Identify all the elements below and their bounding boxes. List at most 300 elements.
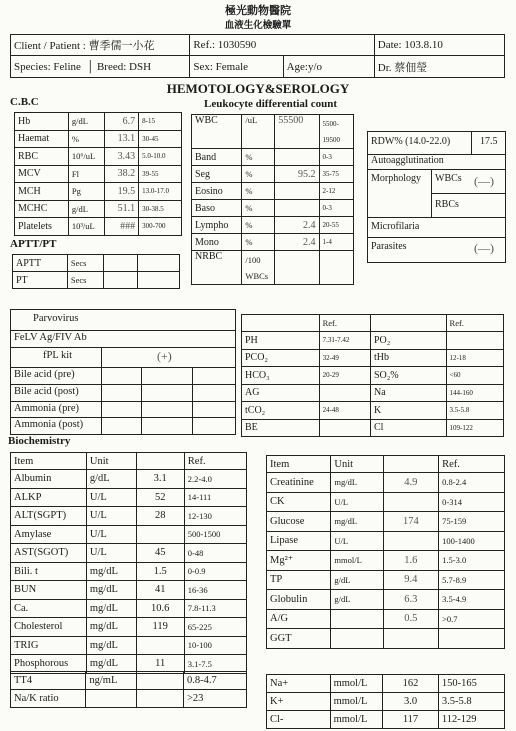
form-title: 血液生化檢驗單 xyxy=(224,20,292,31)
bl-test-name: TRIG xyxy=(11,636,87,655)
section-title: HEMOTOLOGY&SEROLOGY xyxy=(166,81,350,96)
tt4-row xyxy=(11,672,247,690)
cbc-test-name: MCV xyxy=(15,165,69,183)
electrolyte-row xyxy=(267,711,505,729)
bile-post-label: Bile acid (post) xyxy=(14,386,79,397)
biochem-right-row xyxy=(267,629,505,649)
date-value: 103.8.10 xyxy=(404,39,443,51)
el-unit: mmol/L xyxy=(330,675,383,693)
hospital-name: 極光動物醫院 xyxy=(225,4,291,17)
cbc-title: C.B.C xyxy=(10,96,39,108)
biochem-left-row xyxy=(11,525,247,544)
br-value: 9.4 xyxy=(383,570,439,590)
rdw-label: RDW% (14.0-22.0) xyxy=(371,136,451,147)
bl-ref: 2.2-4.0 xyxy=(184,470,246,489)
dr-cell xyxy=(374,56,504,78)
el-ref: 112-129 xyxy=(438,711,504,729)
bloodgas-ref2: 109-122 xyxy=(446,419,503,437)
br-unit: mg/dL xyxy=(331,512,383,532)
bl-ref: 0-0.9 xyxy=(184,562,246,581)
dr-label: Dr. xyxy=(377,61,392,74)
species-value: Feline xyxy=(53,60,81,73)
cbc-row xyxy=(15,165,182,183)
wbc-ref-2: 19500 xyxy=(322,135,341,144)
bl-unit: U/L xyxy=(86,544,136,563)
bl-unit: mg/dL xyxy=(86,636,136,655)
br-unit: mmol/L xyxy=(331,551,383,571)
age-cell xyxy=(283,56,374,78)
client-label: Client / Patient : xyxy=(14,40,86,52)
wbc-diff-unit: % xyxy=(242,217,275,234)
wbc-diff-row xyxy=(192,183,354,200)
bile-pre-label: Bile acid (pre) xyxy=(14,369,75,380)
biochem-right-row xyxy=(267,512,505,532)
br-ref: 0-314 xyxy=(439,492,505,512)
br-ref: 0.8-2.4 xyxy=(439,473,505,493)
bloodgas-ref: 20-29 xyxy=(319,367,370,385)
morph-label: Morphology xyxy=(371,173,421,184)
bl-unit: mg/dL xyxy=(86,581,136,600)
bloodgas-header-ref: Ref. xyxy=(319,315,370,332)
br-ref: >0.7 xyxy=(439,609,505,629)
biochem-left-row xyxy=(11,599,247,618)
br-unit xyxy=(331,629,383,649)
age-label: Age: xyxy=(286,60,308,73)
cbc-unit: g/dL xyxy=(68,200,104,218)
bloodgas-name: HCO₃ xyxy=(242,367,320,385)
micro-row xyxy=(368,217,505,238)
bl-unit: U/L xyxy=(86,507,136,526)
br-header-item: Item xyxy=(267,456,331,473)
bloodgas-ref2 xyxy=(446,332,503,350)
bloodgas-name: BE xyxy=(242,419,320,437)
br-value xyxy=(383,531,439,551)
br-unit: mg/dL xyxy=(331,473,383,493)
aptt-test-name: APTT xyxy=(13,255,68,272)
wbc-diff-name: Band xyxy=(192,149,242,166)
tt4-ref: 0.8-4.7 xyxy=(183,672,246,690)
bloodgas-name: AG xyxy=(242,384,320,402)
bl-value: 1.5 xyxy=(136,562,184,581)
cbc-table xyxy=(14,112,182,236)
bloodgas-row xyxy=(242,402,504,420)
wbc-diff-row xyxy=(192,149,354,166)
bl-ref: 16-36 xyxy=(184,581,246,600)
br-header-value xyxy=(383,456,439,473)
auto-row xyxy=(368,154,505,170)
bloodgas-name2: PO₂ xyxy=(370,332,446,350)
biochem-right-row xyxy=(267,570,505,590)
species-cell: Species: Feline │ Breed: DSH xyxy=(11,56,190,78)
cbc-unit: Fl xyxy=(68,165,104,183)
bloodgas-ref: 24-48 xyxy=(319,402,370,420)
bl-test-name: ALT(SGPT) xyxy=(11,507,87,526)
br-value: 174 xyxy=(383,512,439,532)
rdw-row xyxy=(368,132,505,155)
nrbc-row xyxy=(192,251,354,285)
nrbc-name: NRBC xyxy=(192,251,242,285)
bl-unit: U/L xyxy=(86,525,136,544)
fpl-label: fPL kit xyxy=(43,350,73,361)
br-test-name: CK xyxy=(267,492,331,512)
wbcs-value: (—) xyxy=(474,174,494,188)
biochem-left-row xyxy=(11,488,247,507)
br-test-name: Creatinine xyxy=(267,473,331,493)
rbcs-label: RBCs xyxy=(435,199,459,210)
cbc-test-name: Platelets xyxy=(15,218,69,236)
client-cell xyxy=(11,35,190,56)
biochem-right-table xyxy=(266,455,505,649)
el-name: Cl- xyxy=(267,711,331,729)
date-cell xyxy=(374,35,504,56)
biochem-right-row xyxy=(267,551,505,571)
br-ref: 75-159 xyxy=(439,512,505,532)
br-test-name: TP xyxy=(267,570,331,590)
br-ref xyxy=(439,629,505,649)
bloodgas-ref2: 144-160 xyxy=(446,384,503,402)
bloodgas-header-name xyxy=(242,315,320,332)
wbc-diff-ref: 20-55 xyxy=(319,217,353,234)
para-label: Parasites xyxy=(371,241,407,252)
auto-label: Autoagglutination xyxy=(371,155,444,166)
cbc-ref: 5.0-10.0 xyxy=(139,148,182,166)
nrbc-unit-1: /100 xyxy=(245,254,261,265)
aptt-title: APTT/PT xyxy=(10,238,57,250)
br-unit xyxy=(331,609,383,629)
aptt-value xyxy=(103,272,137,289)
el-name: K+ xyxy=(267,693,331,711)
amm-pre-label: Ammonia (pre) xyxy=(14,403,80,414)
biochem-right-header xyxy=(267,456,505,473)
biochem-left-table xyxy=(10,452,247,674)
cbc-value: 3.43 xyxy=(104,148,139,166)
bl-header-item: Item xyxy=(11,453,87,470)
wbc-table xyxy=(191,114,354,285)
el-ref: 3.5-5.8 xyxy=(438,693,504,711)
bl-test-name: BUN xyxy=(11,581,87,600)
tt4-unit xyxy=(86,690,137,708)
tt4-table xyxy=(10,671,247,708)
br-test-name: GGT xyxy=(267,629,331,649)
biochem-left-row xyxy=(11,507,247,526)
cbc-value: 19.5 xyxy=(104,183,139,201)
bl-ref: 14-111 xyxy=(184,488,246,507)
bloodgas-name: PCO₂ xyxy=(242,349,320,367)
br-unit: g/dL xyxy=(331,570,383,590)
bloodgas-row xyxy=(242,419,504,437)
wbc-value: 55500 xyxy=(275,115,319,149)
cbc-ref: 39-55 xyxy=(139,165,182,183)
bl-value: 11 xyxy=(136,655,184,674)
sex-label: Sex: xyxy=(193,60,213,73)
bl-test-name: ALKP xyxy=(11,488,87,507)
br-value: 1.6 xyxy=(383,551,439,571)
bl-unit: U/L xyxy=(86,488,136,507)
wbc-diff-ref: 1-4 xyxy=(319,234,353,251)
bl-value: 119 xyxy=(136,618,184,637)
bloodgas-ref2: 3.5-5.8 xyxy=(446,402,503,420)
date-label: Date: xyxy=(377,39,402,51)
br-ref: 3.5-4.9 xyxy=(439,590,505,610)
bloodgas-ref: 32-49 xyxy=(319,349,370,367)
tt4-name: TT4 xyxy=(11,672,86,690)
bloodgas-name2: SO₂% xyxy=(370,367,446,385)
br-unit: U/L xyxy=(331,531,383,551)
br-test-name: Mg²⁺ xyxy=(267,551,331,571)
wbc-diff-name: Lympho xyxy=(192,217,242,234)
cbc-value: 13.1 xyxy=(104,130,139,148)
cbc-unit: % xyxy=(68,130,104,148)
wbc-diff-ref: 0-3 xyxy=(319,200,353,217)
bloodgas-ref2: 12-18 xyxy=(446,349,503,367)
aptt-test-name: PT xyxy=(13,272,68,289)
cbc-value: ### xyxy=(104,218,139,236)
sex-cell xyxy=(190,56,283,78)
parvo-label: Parvovirus xyxy=(33,313,79,324)
tt4-ref: >23 xyxy=(183,690,246,708)
ref-cell xyxy=(190,35,374,56)
wbc-diff-row xyxy=(192,166,354,183)
bl-test-name: Albumin xyxy=(11,470,87,489)
aptt-unit: Secs xyxy=(67,272,103,289)
ref-value: 1030590 xyxy=(217,39,257,51)
wbc-ref-1: 5500- xyxy=(322,119,339,128)
br-value: 6.3 xyxy=(383,590,439,610)
bl-unit: mg/dL xyxy=(86,655,136,674)
bl-ref: 65-225 xyxy=(184,618,246,637)
wbc-title: Leukocyte differential count xyxy=(204,98,338,110)
aptt-unit: Secs xyxy=(67,255,103,272)
bl-ref: 10-100 xyxy=(184,636,246,655)
wbc-diff-value xyxy=(275,149,319,166)
aptt-row xyxy=(13,255,180,272)
br-ref: 5.7-8.9 xyxy=(439,570,505,590)
wbc-diff-value xyxy=(275,183,319,200)
patient-info-table xyxy=(10,34,505,78)
wbc-diff-ref: 0-3 xyxy=(319,149,353,166)
biochem-left-header xyxy=(11,453,247,470)
nrbc-value xyxy=(275,251,319,285)
bloodgas-row xyxy=(242,384,504,402)
nrbc-unit-2: WBCs xyxy=(245,270,269,281)
bloodgas-header-row xyxy=(242,315,504,332)
biochem-left-row xyxy=(11,470,247,489)
aptt-value xyxy=(103,255,137,272)
species-label: Species: xyxy=(14,60,51,73)
dr-value: 蔡佃瑩 xyxy=(394,61,428,74)
bl-unit: g/dL xyxy=(86,470,136,489)
cbc-row xyxy=(15,218,182,236)
wbc-unit: /uL xyxy=(242,115,275,149)
cbc-test-name: RBC xyxy=(15,148,69,166)
micro-label: Microfilaria xyxy=(371,221,420,232)
cbc-unit: Pg xyxy=(68,183,104,201)
client-value: 曹季儒一小花 xyxy=(88,40,155,52)
bl-value: 28 xyxy=(136,507,184,526)
bl-unit: mg/dL xyxy=(86,562,136,581)
cbc-test-name: Haemat xyxy=(15,130,69,148)
electrolyte-row xyxy=(267,675,505,693)
el-unit: mmol/L xyxy=(330,711,383,729)
bloodgas-name2: K xyxy=(370,402,446,420)
bloodgas-row xyxy=(242,349,504,367)
bl-test-name: Cholesterol xyxy=(11,618,87,637)
cbc-test-name: MCH xyxy=(15,183,69,201)
wbc-diff-ref: 2-12 xyxy=(319,183,353,200)
bl-test-name: Amylase xyxy=(11,525,87,544)
biochem-right-row xyxy=(267,590,505,610)
cbc-ref: 13.0-17.0 xyxy=(139,183,182,201)
wbc-diff-value xyxy=(275,200,319,217)
bl-header-ref: Ref. xyxy=(184,453,246,470)
biochem-right-row xyxy=(267,609,505,629)
wbc-diff-name: Eosino xyxy=(192,183,242,200)
sex-value: Female xyxy=(215,60,249,73)
cbc-unit: 10³/uL xyxy=(68,218,104,236)
cbc-ref: 8-15 xyxy=(139,113,182,131)
bloodgas-ref xyxy=(319,384,370,402)
cbc-value: 38.2 xyxy=(104,165,139,183)
bl-ref: 3.1-7.5 xyxy=(184,655,246,674)
bloodgas-name2: tHb xyxy=(370,349,446,367)
serology-box xyxy=(10,309,236,435)
bl-value xyxy=(136,525,184,544)
rdw-value: 17.5 xyxy=(480,136,498,147)
wbc-diff-value: 2.4 xyxy=(275,217,319,234)
aptt-ref xyxy=(138,272,180,289)
tt4-value xyxy=(137,690,184,708)
parasites-row xyxy=(368,237,505,262)
biochem-right-row xyxy=(267,531,505,551)
morphology-row xyxy=(368,169,505,218)
wbc-ref xyxy=(319,115,353,149)
br-value xyxy=(383,492,439,512)
br-test-name: Glucose xyxy=(267,512,331,532)
tt4-value xyxy=(137,672,184,690)
bl-test-name: Ca. xyxy=(11,599,87,618)
cbc-unit: g/dL xyxy=(68,113,104,131)
bl-test-name: AST(SGOT) xyxy=(11,544,87,563)
tt4-name: Na/K ratio xyxy=(11,690,86,708)
br-header-unit: Unit xyxy=(331,456,383,473)
nrbc-unit xyxy=(242,251,275,285)
cbc-row xyxy=(15,200,182,218)
bl-header-unit: Unit xyxy=(86,453,136,470)
el-value: 117 xyxy=(383,711,439,729)
cbc-row xyxy=(15,113,182,131)
age-value: y/o xyxy=(307,60,323,73)
bloodgas-table xyxy=(241,314,504,437)
el-value: 3.0 xyxy=(383,693,439,711)
ref-label: Ref.: xyxy=(193,39,216,51)
wbc-diff-value: 2.4 xyxy=(275,234,319,251)
wbc-diff-row xyxy=(192,217,354,234)
breed-label: Breed: xyxy=(96,60,127,73)
br-test-name: Globulin xyxy=(267,590,331,610)
br-unit: g/dL xyxy=(331,590,383,610)
morphology-box xyxy=(367,131,506,263)
felv-label: FeLV Ag/FIV Ab xyxy=(14,332,87,343)
br-ref: 100-1400 xyxy=(439,531,505,551)
wbc-diff-name: Seg xyxy=(192,166,242,183)
tt4-row xyxy=(11,690,247,708)
cbc-row xyxy=(15,130,182,148)
br-value xyxy=(383,629,439,649)
electrolyte-table xyxy=(266,674,505,729)
cbc-unit: 10⁶/uL xyxy=(68,148,104,166)
el-ref: 150-165 xyxy=(438,675,504,693)
fpl-value: (+) xyxy=(157,349,172,363)
wbc-diff-ref: 35-75 xyxy=(319,166,353,183)
bl-header-value xyxy=(136,453,184,470)
br-test-name: Lipase xyxy=(267,531,331,551)
aptt-table xyxy=(12,254,180,289)
bl-value xyxy=(136,636,184,655)
nrbc-ref xyxy=(319,251,353,285)
breed-value: DSH xyxy=(129,60,152,73)
br-value: 4.9 xyxy=(383,473,439,493)
tt4-unit: ng/mL xyxy=(86,672,137,690)
aptt-ref xyxy=(138,255,180,272)
br-value: 0.5 xyxy=(383,609,439,629)
biochem-left-row xyxy=(11,544,247,563)
bl-unit: mg/dL xyxy=(86,599,136,618)
bloodgas-name: PH xyxy=(242,332,320,350)
cbc-ref: 30-38.5 xyxy=(139,200,182,218)
br-ref: 1.5-3.0 xyxy=(439,551,505,571)
br-test-name: A/G xyxy=(267,609,331,629)
bl-value: 10.6 xyxy=(136,599,184,618)
amm-post-label: Ammonia (post) xyxy=(14,419,84,430)
wbc-diff-unit: % xyxy=(242,234,275,251)
bloodgas-row xyxy=(242,332,504,350)
br-unit: U/L xyxy=(331,492,383,512)
wbc-diff-row xyxy=(192,200,354,217)
el-name: Na+ xyxy=(267,675,331,693)
bloodgas-row xyxy=(242,367,504,385)
cbc-ref: 30-45 xyxy=(139,130,182,148)
biochem-title: Biochemistry xyxy=(8,435,71,447)
biochem-left-row xyxy=(11,636,247,655)
wbc-diff-value: 95.2 xyxy=(275,166,319,183)
bloodgas-name2: Cl xyxy=(370,419,446,437)
biochem-left-row xyxy=(11,581,247,600)
bl-ref: 7.8-11.3 xyxy=(184,599,246,618)
biochem-left-row xyxy=(11,562,247,581)
bloodgas-ref: 7.31-7.42 xyxy=(319,332,370,350)
biochem-left-row xyxy=(11,618,247,637)
para-value: (—) xyxy=(474,241,494,255)
cbc-value: 51.1 xyxy=(104,200,139,218)
br-header-ref: Ref. xyxy=(439,456,505,473)
wbc-diff-unit: % xyxy=(242,166,275,183)
cbc-test-name: Hb xyxy=(15,113,69,131)
wbc-diff-name: Mono xyxy=(192,234,242,251)
biochem-right-row xyxy=(267,492,505,512)
el-unit: mmol/L xyxy=(330,693,383,711)
wbc-diff-unit: % xyxy=(242,200,275,217)
bl-unit: mg/dL xyxy=(86,618,136,637)
bloodgas-ref2: <60 xyxy=(446,367,503,385)
bl-test-name: Phosphorous xyxy=(11,655,87,674)
bl-value: 41 xyxy=(136,581,184,600)
cbc-ref: 300-700 xyxy=(139,218,182,236)
cbc-test-name: MCHC xyxy=(15,200,69,218)
bloodgas-header-ref2: Ref. xyxy=(446,315,503,332)
wbcs-label: WBCs xyxy=(435,173,462,184)
bl-ref: 500-1500 xyxy=(184,525,246,544)
wbc-diff-row xyxy=(192,234,354,251)
